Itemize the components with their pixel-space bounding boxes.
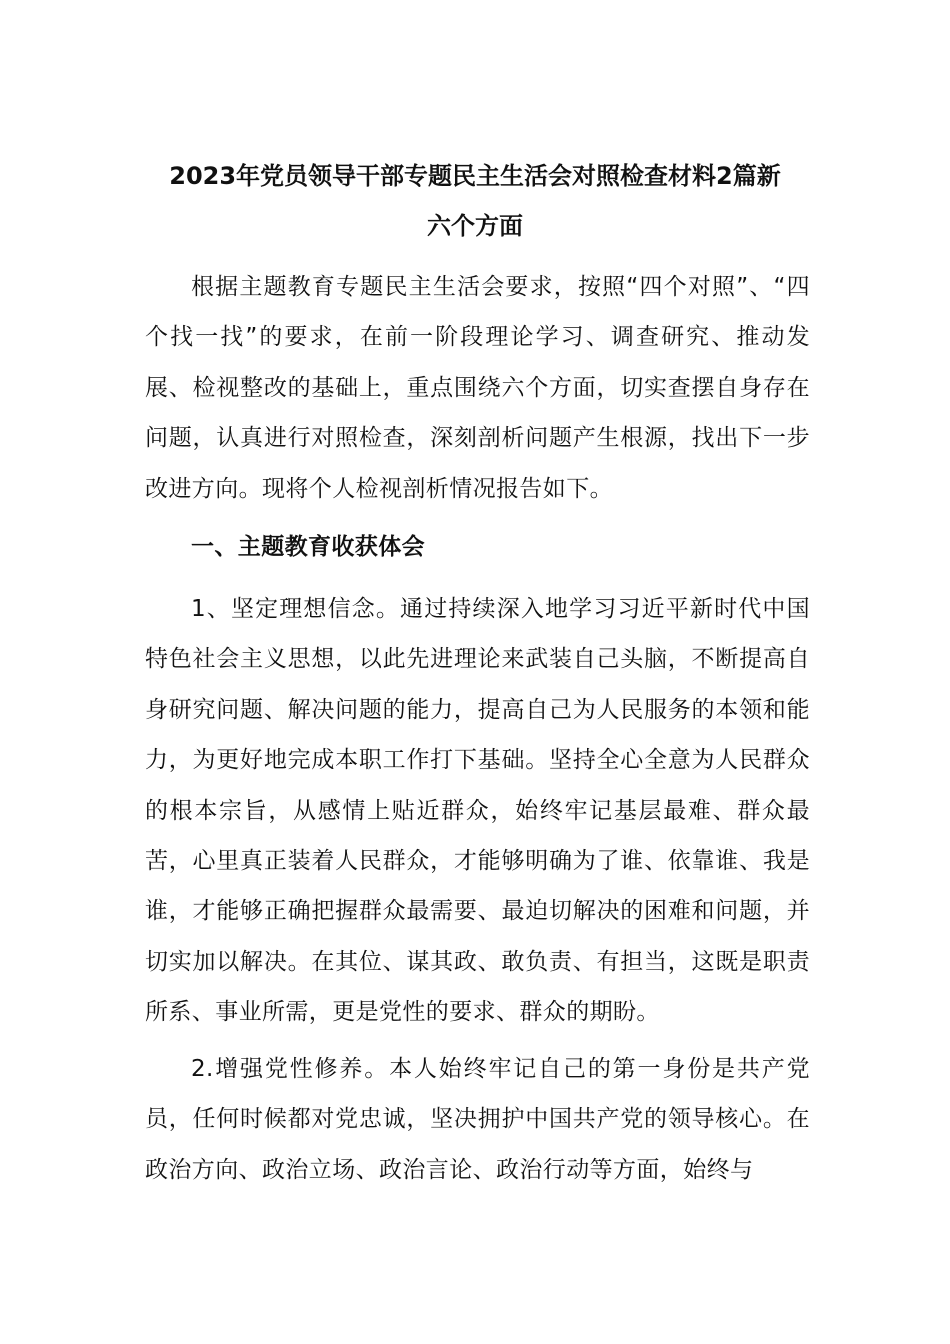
paragraph-item-1: 1、坚定理想信念。通过持续深入地学习习近平新时代中国特色社会主义思想，以此先进理论来武装自己头脑，不断提高自身研究问题、解决问题的能力，提高自己为人民服务的本领和能力，为更好地完成本职工作打下基础。坚持全心全意为人民群众的根本宗旨，从感情上贴近群众，始终牢记基层最难、群众最苦，心里真正装着人民群众，才能够明确为了谁、依靠谁、我是谁，才能够正确把握群众最需要、最迫切解决的困难和问题，并切实加以解决。在其位、谋其政、敢负责、有担当，这既是职责所系、事业所需，更是党性的要求、群众的期盼。 (145, 596, 810, 1026)
intro-paragraph: 根据主题教育专题民主生活会要求，按照“四个对照”、“四个找一找”的要求，在前一阶段理论学习、调查研究、推动发展、检视整改的基础上，重点围绕六个方面，切实查摆自身存在问题，认真进行对照检查，深刻剖析问题产生根源，找出下一步改进方向。现将个人检视剖析情况报告如下。 (145, 274, 810, 502)
document-title-line-2: 六个方面 (427, 212, 523, 240)
paragraph-item-2: 2.增强党性修养。本人始终牢记自己的第一身份是共产党员，任何时候都对党忠诚，坚决拥护中国共产党的领导核心。在政治方向、政治立场、政治言论、政治行动等方面，始终与 (145, 1056, 810, 1183)
document-title-line-1: 2023年党员领导干部专题民主生活会对照检查材料2篇新 (169, 162, 781, 190)
section-heading-1: 一、主题教育收获体会 (191, 534, 425, 560)
